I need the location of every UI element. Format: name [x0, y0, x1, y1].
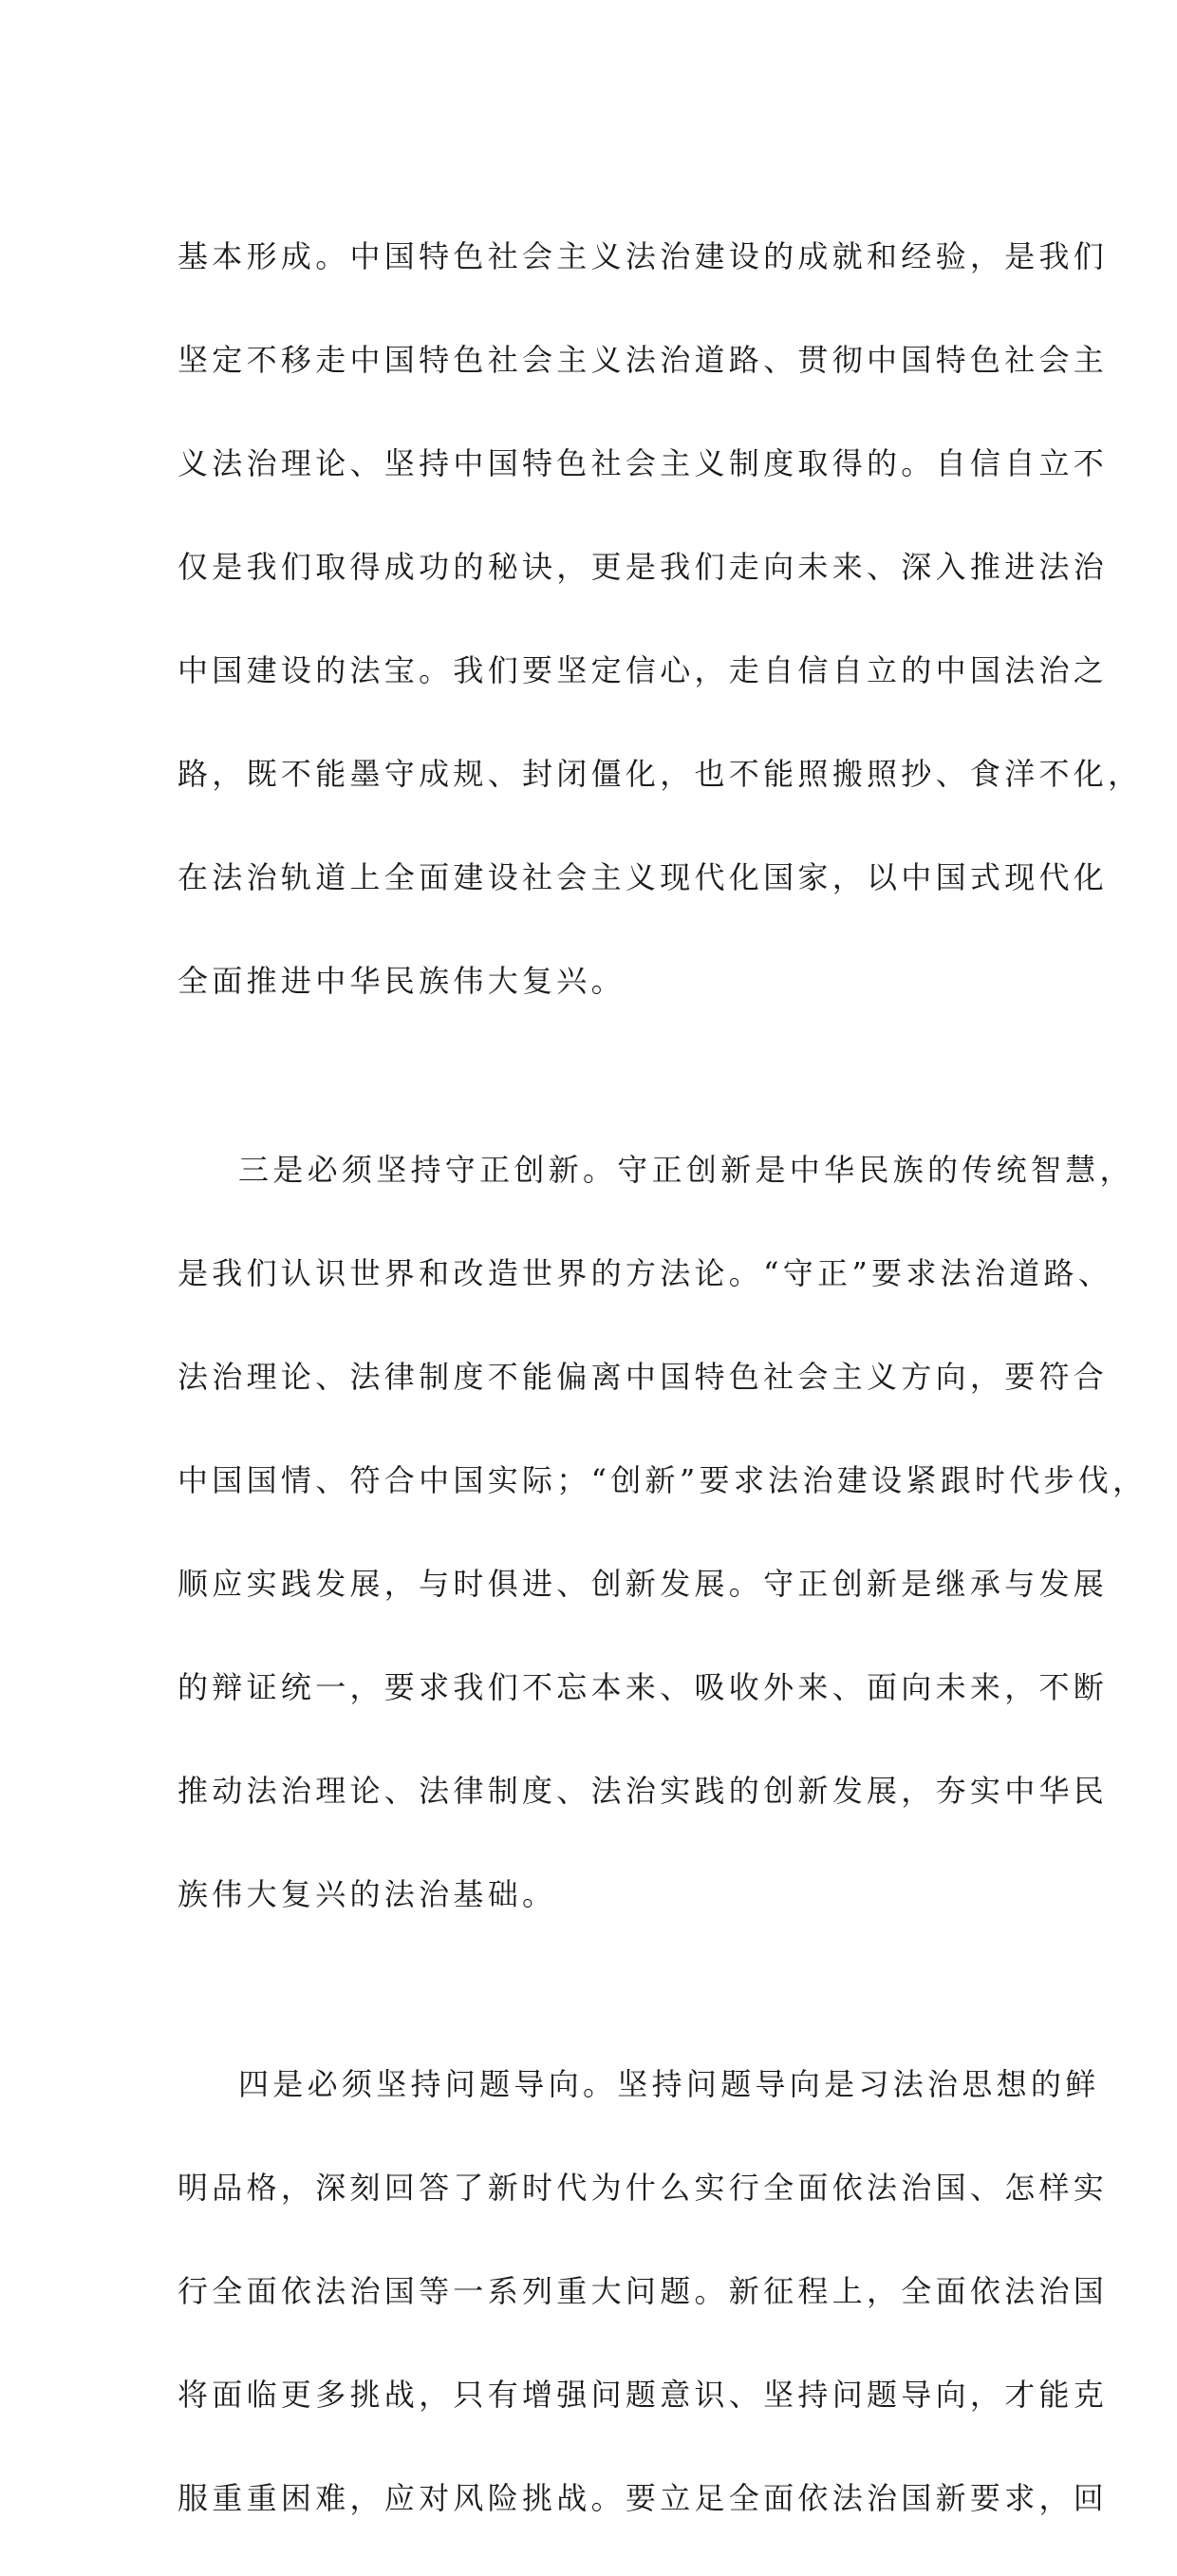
text-line: 顺应实践发展，与时俱进、创新发展。守正创新是继承与发展 [177, 1566, 1109, 1602]
text-line: 服重重困难，应对风险挑战。要立足全面依法治国新要求，回 [177, 2479, 1109, 2516]
text-line: 法治理论、法律制度不能偏离中国特色社会主义方向，要符合 [177, 1359, 1109, 1395]
paragraph-3 [177, 2006, 1109, 2576]
text-line: 是我们认识世界和改造世界的方法论。“守正”要求法治道路、 [177, 1255, 1113, 1291]
text-line: 行全面依法治国等一系列重大问题。新征程上，全面依法治国 [177, 2272, 1109, 2309]
text-line: 推动法治理论、法律制度、法治实践的创新发展，夯实中华民 [177, 1773, 1109, 1809]
document-body [177, 179, 1148, 2576]
text-line: 坚定不移走中国特色社会主义法治道路、贯彻中国特色社会主 [177, 341, 1109, 378]
text-line: 族伟大复兴的法治基础。 [177, 1876, 557, 1912]
text-line: 四是必须坚持问题导向。坚持问题导向是习法治思想的鲜 [238, 2065, 1100, 2102]
text-line: 在法治轨道上全面建设社会主义现代化国家，以中国式现代化 [177, 858, 1109, 895]
text-line: 明品格，深刻回答了新时代为什么实行全面依法治国、怎样实 [177, 2169, 1109, 2206]
text-line: 仅是我们取得成功的秘诀，更是我们走向未来、深入推进法治 [177, 548, 1109, 585]
text-line: 路，既不能墨守成规、封闭僵化，也不能照搬照抄、食洋不化， [177, 755, 1143, 792]
paragraph-2 [177, 1093, 1148, 1973]
text-line: 全面推进中华民族伟大复兴。 [177, 962, 626, 999]
text-line: 将面临更多挑战，只有增强问题意识、坚持问题导向，才能克 [177, 2376, 1109, 2413]
text-line: 中国国情、符合中国实际；“创新”要求法治建设紧跟时代步伐， [177, 1462, 1148, 1498]
text-line: 基本形成。中国特色社会主义法治建设的成就和经验，是我们 [177, 237, 1109, 274]
text-line: 中国建设的法宝。我们要坚定信心，走自信自立的中国法治之 [177, 651, 1109, 688]
text-line: 义法治理论、坚持中国特色社会主义制度取得的。自信自立不 [177, 444, 1109, 481]
text-line: 的辩证统一，要求我们不忘本来、吸收外来、面向未来，不断 [177, 1669, 1109, 1705]
paragraph-1 [177, 179, 1143, 1059]
text-line: 三是必须坚持守正创新。守正创新是中华民族的传统智慧， [238, 1152, 1134, 1188]
